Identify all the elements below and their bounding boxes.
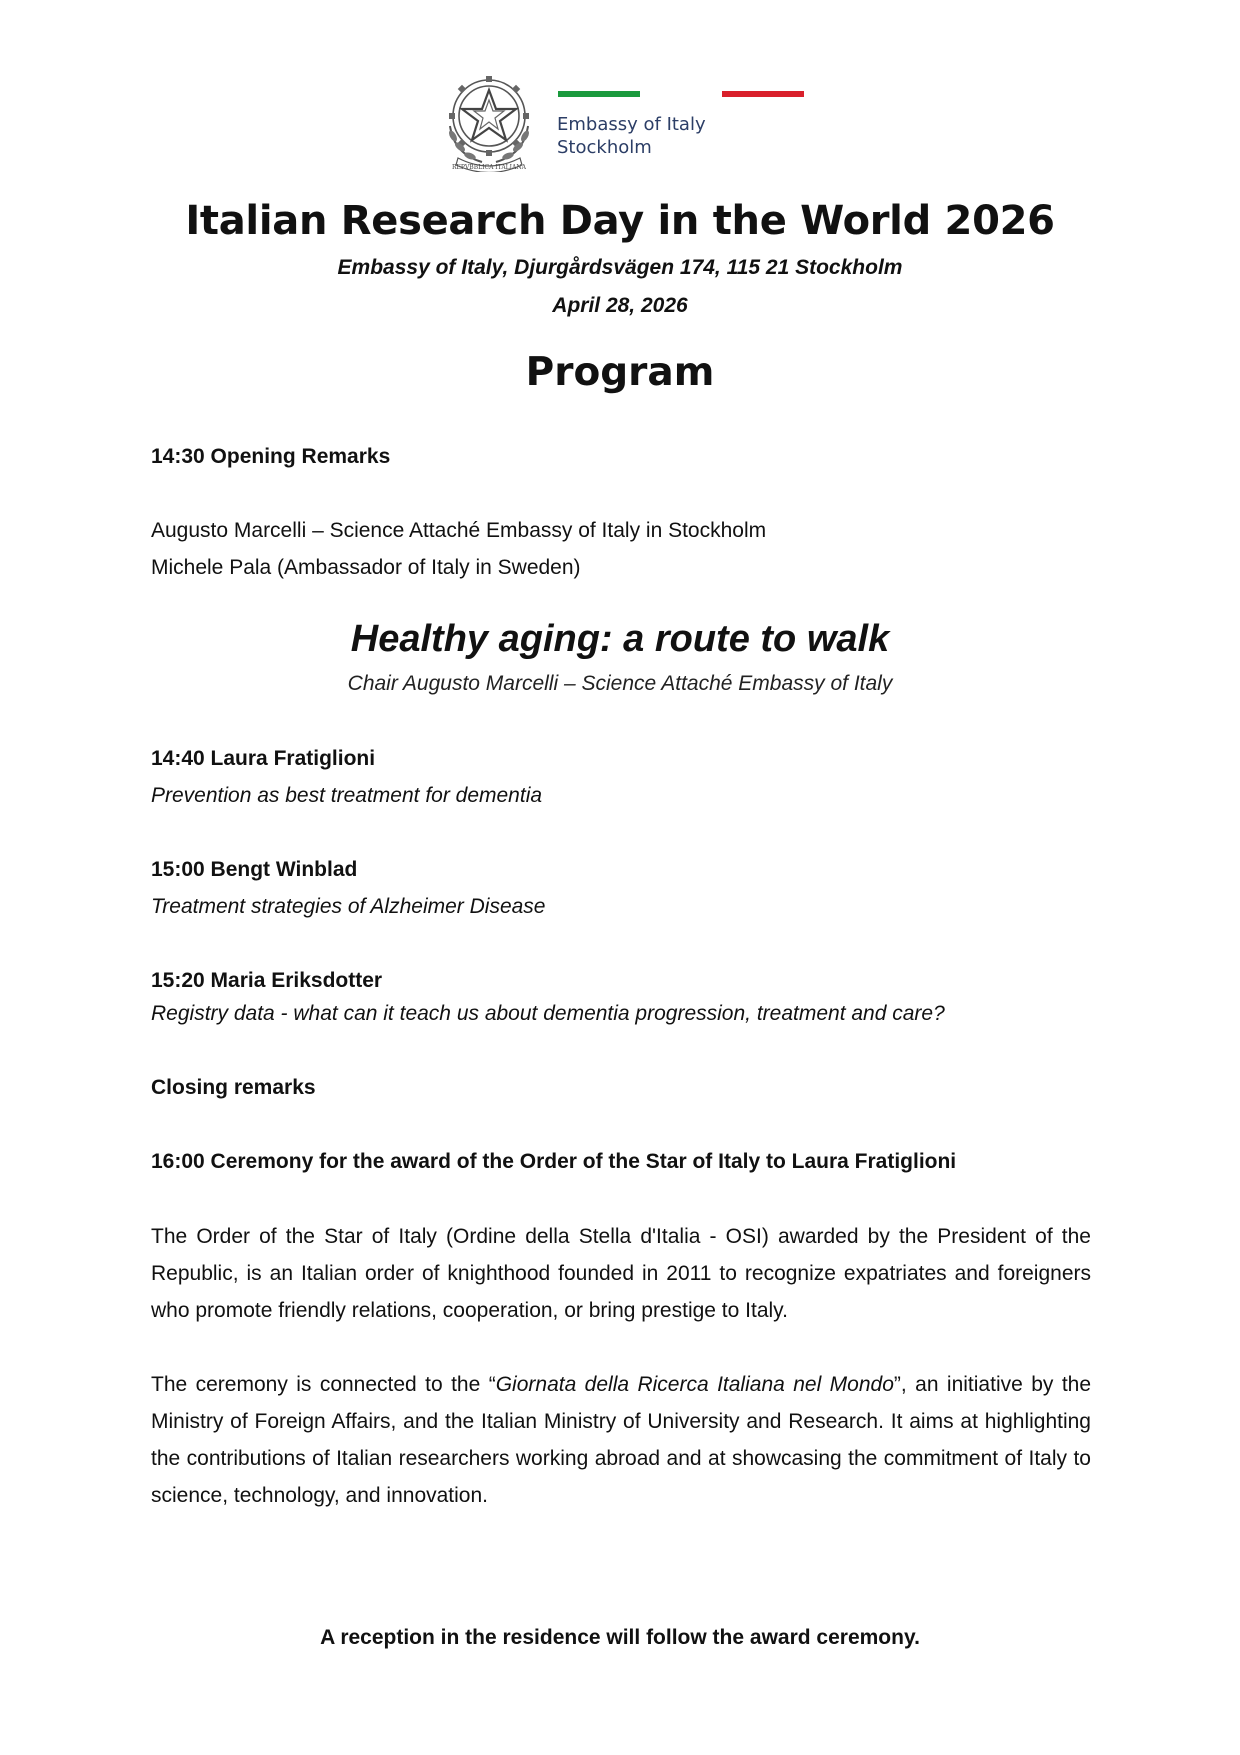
embassy-name-line2: Stockholm	[557, 137, 652, 158]
opening-remarks-label: 14:30 Opening Remarks	[151, 445, 391, 468]
event-date: April 28, 2026	[552, 294, 688, 317]
description-paragraph-1: The Order of the Star of Italy (Ordine della Stella d'Italia - OSI) awarded by the President of the Republic, is an Italian order of knighthood founded in 2011 to recognize expatriates and foreigners who promote friendly relations, cooperation, or bring prestige to Italy.	[151, 1225, 1091, 1322]
opening-speaker-2: Michele Pala (Ambassador of Italy in Sweden)	[151, 556, 581, 579]
embassy-name	[557, 113, 706, 159]
flag-green-stripe	[558, 91, 640, 97]
description-paragraph-2	[151, 1366, 1091, 1514]
talk-1-topic: Prevention as best treatment for dementia	[151, 784, 543, 807]
opening-speaker-1: Augusto Marcelli – Science Attaché Embassy of Italy in Stockholm	[151, 519, 767, 542]
italian-republic-emblem-icon	[436, 66, 542, 172]
italian-flag-bar	[558, 91, 804, 97]
talk-1-time-speaker: 14:40 Laura Fratiglioni	[151, 747, 376, 770]
talk-3-time-speaker: 15:20 Maria Eriksdotter	[151, 969, 383, 992]
session-chair: Chair Augusto Marcelli – Science Attaché Embassy of Italy	[347, 672, 893, 695]
talk-2-topic: Treatment strategies of Alzheimer Disease	[151, 895, 546, 918]
paragraph-2-start: The ceremony is connected to the “	[151, 1373, 496, 1396]
event-title: Italian Research Day in the World 2026	[185, 198, 1055, 244]
paragraph-2-end: ”, an initiative by the Ministry of Foreign Affairs, and the Italian Ministry of University and Research. It aims at highlighting the contributions of Italian researchers working abroad and at showcasing the commitment of Italy to science, technology, and innovation.	[151, 1373, 1092, 1507]
closing-remarks: Closing remarks	[151, 1076, 316, 1099]
ceremony-heading: 16:00 Ceremony for the award of the Order of the Star of Italy to Laura Fratiglioni	[151, 1150, 957, 1173]
talk-3-topic: Registry data - what can it teach us about dementia progression, treatment and care?	[151, 1002, 945, 1025]
program-heading: Program	[525, 350, 715, 395]
emblem-ribbon-text: REPVBBLICA ITALIANA	[452, 164, 526, 171]
talk-2-time-speaker: 15:00 Bengt Winblad	[151, 858, 358, 881]
event-venue: Embassy of Italy, Djurgårdsvägen 174, 115 21 Stockholm	[337, 256, 903, 279]
embassy-name-line1: Embassy of Italy	[557, 114, 706, 135]
initiative-name: Giornata della Ricerca Italiana nel Mondo	[495, 1373, 894, 1396]
session-title: Healthy aging: a route to walk	[350, 618, 890, 660]
flag-red-stripe	[722, 91, 804, 97]
reception-note: A reception in the residence will follow the award ceremony.	[320, 1626, 920, 1649]
flag-white-stripe	[640, 91, 722, 97]
